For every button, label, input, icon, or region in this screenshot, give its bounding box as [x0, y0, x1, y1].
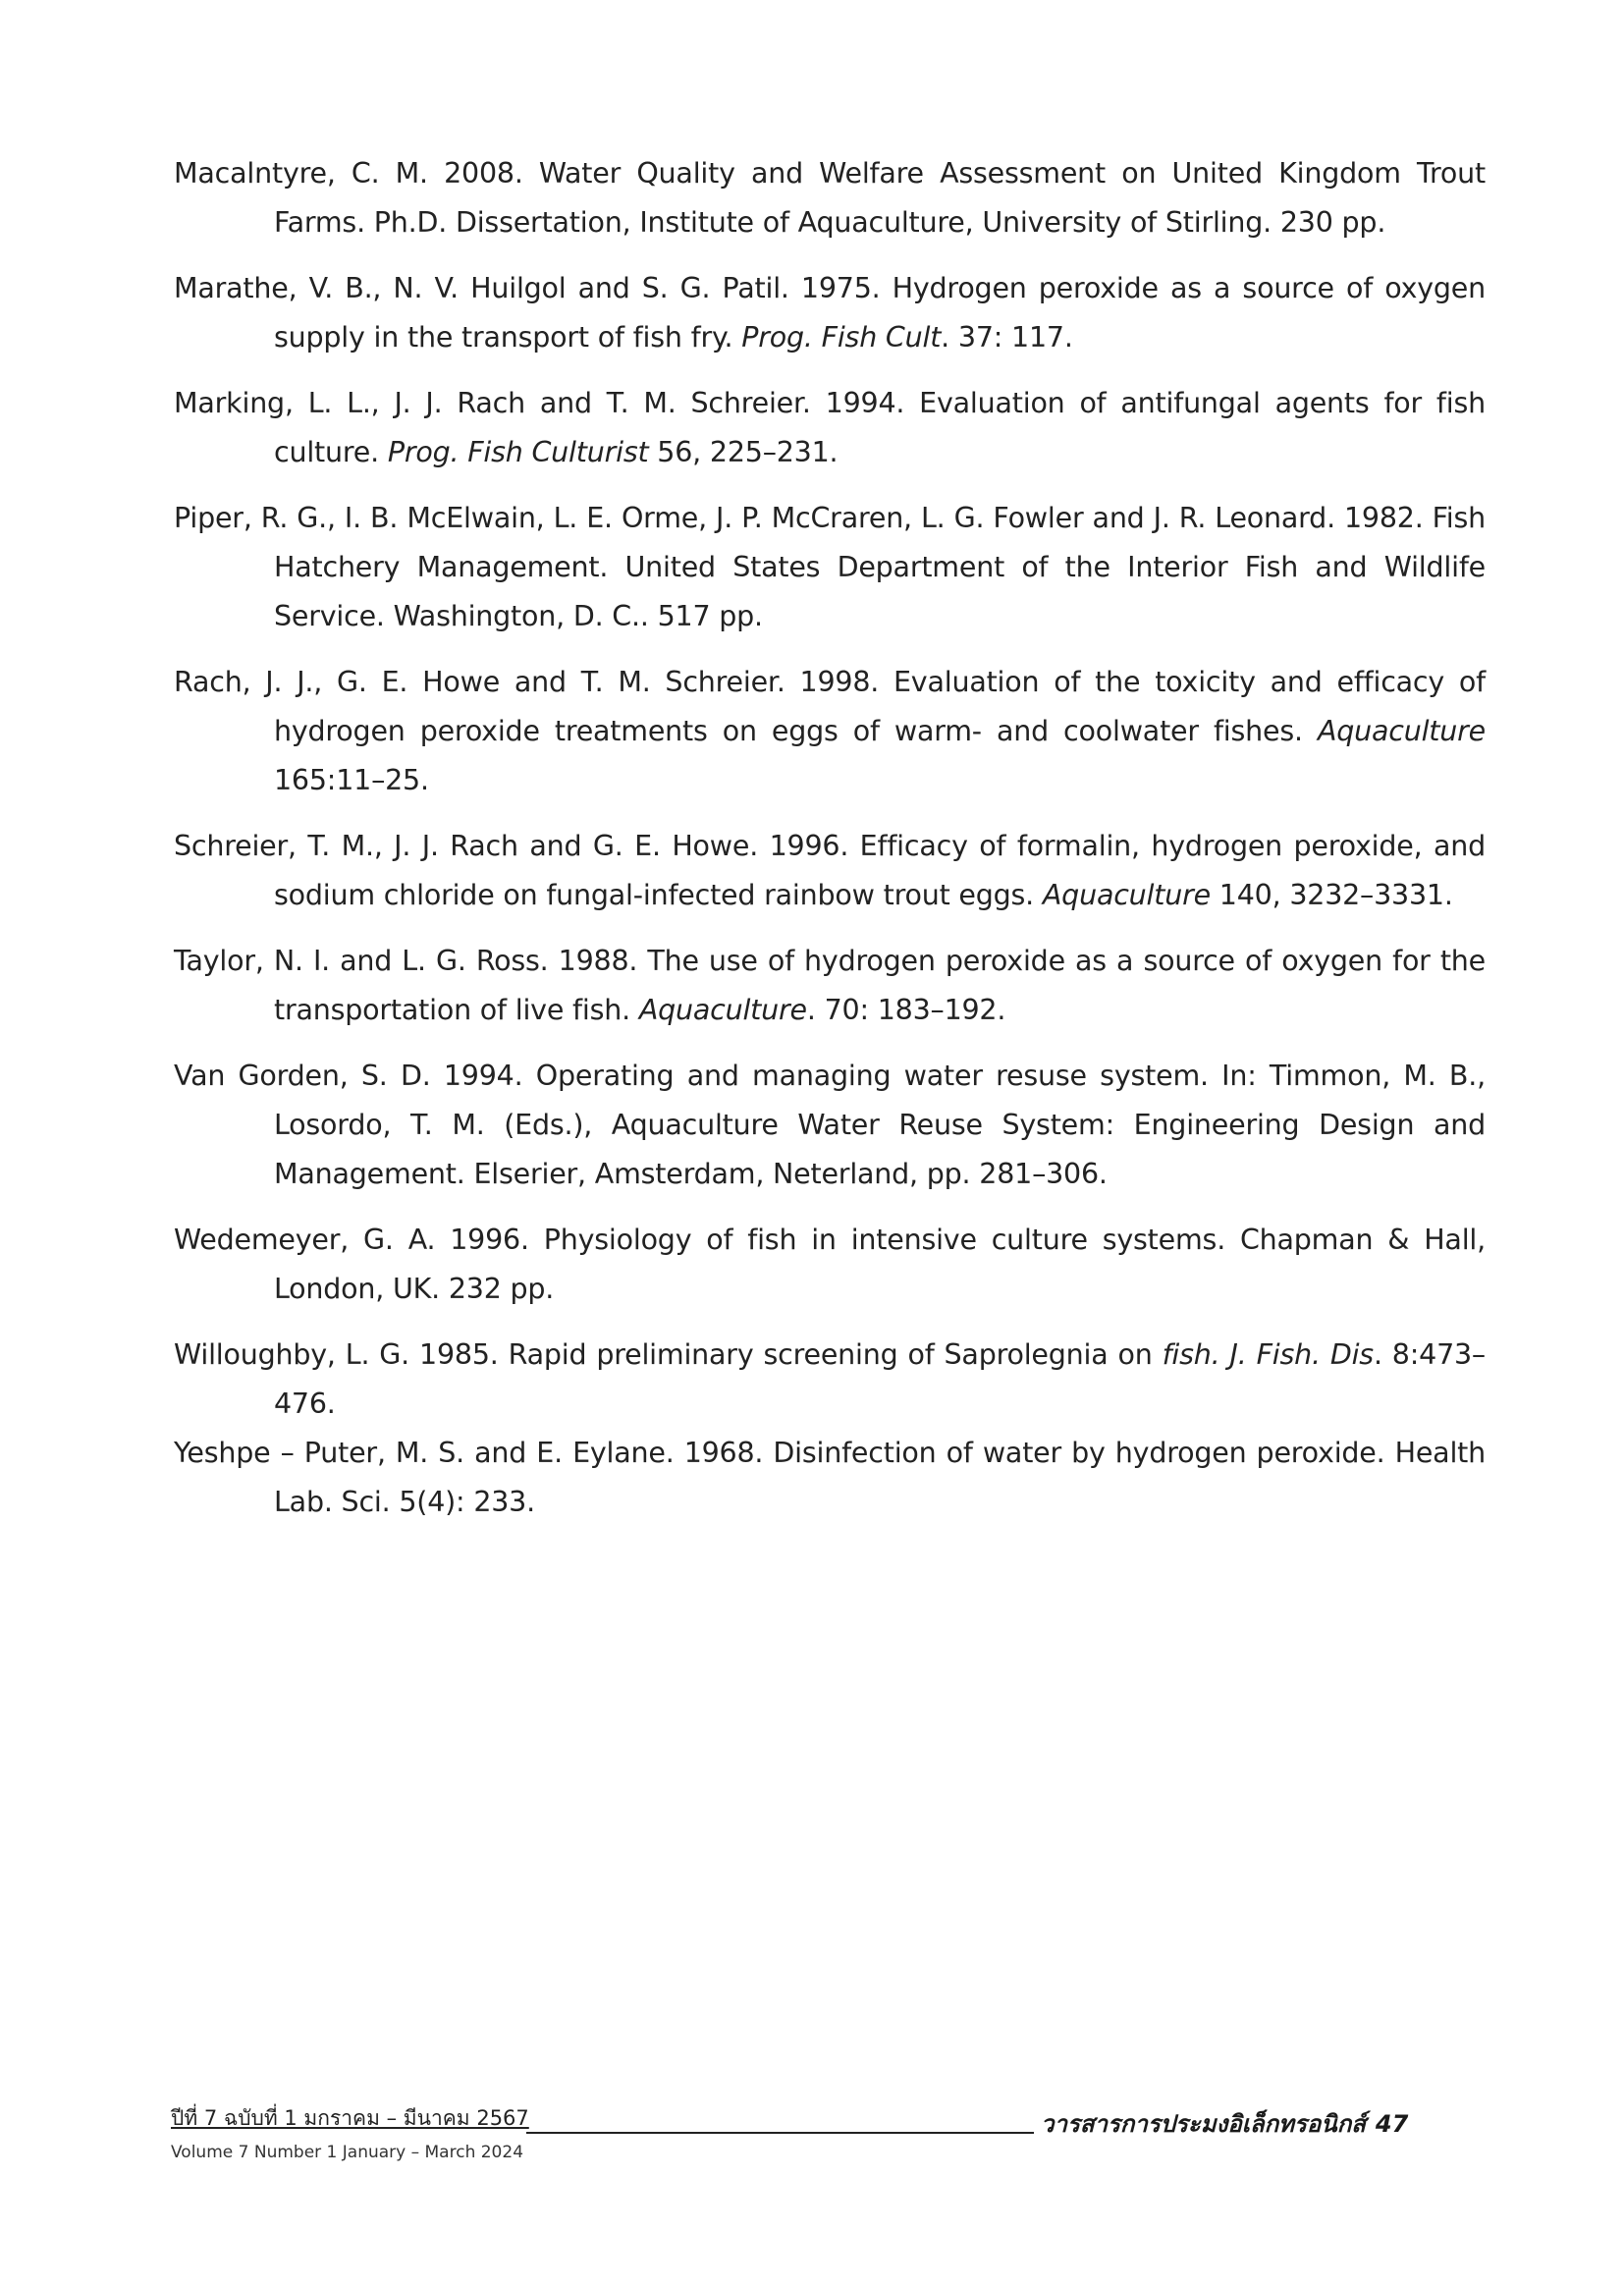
reference-text: Schreier, T. M., J. J. Rach and G. E. Howe. 1996. Efficacy of formalin, hydrogen peroxide, and sodium chloride on fungal-infected rainbow trout eggs. [174, 830, 1486, 911]
reference-entry [174, 1429, 1486, 1527]
reference-entry [174, 658, 1486, 805]
reference-text: . 8:473–476. [274, 1338, 1486, 1420]
reference-italic-text: Aquaculture [638, 994, 807, 1026]
reference-entry [174, 1052, 1486, 1199]
reference-text: Piper, R. G., I. B. McElwain, L. E. Orme, J. P. McCraren, L. G. Fowler and J. R. Leonard. 1982. Fish Hatchery Management. United States Department of the Interior Fish and Wildlife Service. Washington, D. C.. 517 pp. [174, 502, 1486, 632]
journal-name: วารสารการประมงอิเล็กทรอนิกส์ [1041, 2110, 1366, 2138]
reference-entry [174, 937, 1486, 1035]
footer-divider [526, 2132, 1034, 2134]
reference-entry [174, 494, 1486, 641]
reference-text: 56, 225–231. [648, 436, 839, 468]
reference-entry [174, 264, 1486, 362]
footer-issue-info [171, 2104, 529, 2164]
page-number: 47 [1375, 2110, 1409, 2138]
reference-italic-text: Prog. Fish Cult [741, 321, 942, 354]
reference-text: Macalntyre, C. M. 2008. Water Quality and Welfare Assessment on United Kingdom Trout Farms. Ph.D. Dissertation, Institute of Aquaculture, University of Stirling. 230 pp. [174, 157, 1486, 239]
reference-text: . 37: 117. [941, 321, 1073, 354]
reference-entry [174, 822, 1486, 920]
reference-italic-text: Prog. Fish Culturist [387, 436, 649, 468]
reference-text: 140, 3232–3331. [1210, 879, 1453, 911]
reference-entry [174, 149, 1486, 247]
reference-text: Yeshpe – Puter, M. S. and E. Eylane. 1968. Disinfection of water by hydrogen peroxide. Health Lab. Sci. 5(4): 233. [174, 1437, 1486, 1518]
reference-text: 165:11–25. [274, 764, 429, 796]
footer-issue-thai: ปีที่ 7 ฉบับที่ 1 มกราคม – มีนาคม 2567 [171, 2106, 529, 2130]
reference-entry [174, 379, 1486, 477]
reference-text: Willoughby, L. G. 1985. Rapid preliminary screening of Saprolegnia on [174, 1338, 1163, 1371]
footer-journal-title [1041, 2109, 1408, 2139]
reference-text: Rach, J. J., G. E. Howe and T. M. Schreier. 1998. Evaluation of the toxicity and efficacy of hydrogen peroxide treatments on eggs of warm- and coolwater fishes. [174, 666, 1486, 747]
reference-text: Wedemeyer, G. A. 1996. Physiology of fish in intensive culture systems. Chapman & Hall, London, UK. 232 pp. [174, 1224, 1486, 1305]
reference-text: Marking, L. L., J. J. Rach and T. M. Schreier. 1994. Evaluation of antifungal agents for fish culture. [174, 387, 1486, 468]
reference-text: Taylor, N. I. and L. G. Ross. 1988. The use of hydrogen peroxide as a source of oxygen for the transportation of live fish. [174, 945, 1486, 1026]
reference-italic-text: Aquaculture [1317, 715, 1486, 747]
reference-text: Marathe, V. B., N. V. Huilgol and S. G. Patil. 1975. Hydrogen peroxide as a source of oxygen supply in the transport of fish fry. [174, 272, 1486, 354]
reference-list [174, 149, 1486, 1544]
reference-entry [174, 1331, 1486, 1429]
reference-text: . 70: 183–192. [806, 994, 1006, 1026]
reference-entry [174, 1216, 1486, 1314]
reference-text: Van Gorden, S. D. 1994. Operating and managing water resuse system. In: Timmon, M. B., Losordo, T. M. (Eds.), Aquaculture Water Reuse System: Engineering Design and Management. Elserier, Amsterdam, Neterland, pp. 281–306. [174, 1060, 1486, 1190]
reference-italic-text: Aquaculture [1042, 879, 1211, 911]
reference-italic-text: fish. J. Fish. Dis [1162, 1338, 1374, 1371]
footer-issue-english: Volume 7 Number 1 January – March 2024 [171, 2143, 524, 2162]
